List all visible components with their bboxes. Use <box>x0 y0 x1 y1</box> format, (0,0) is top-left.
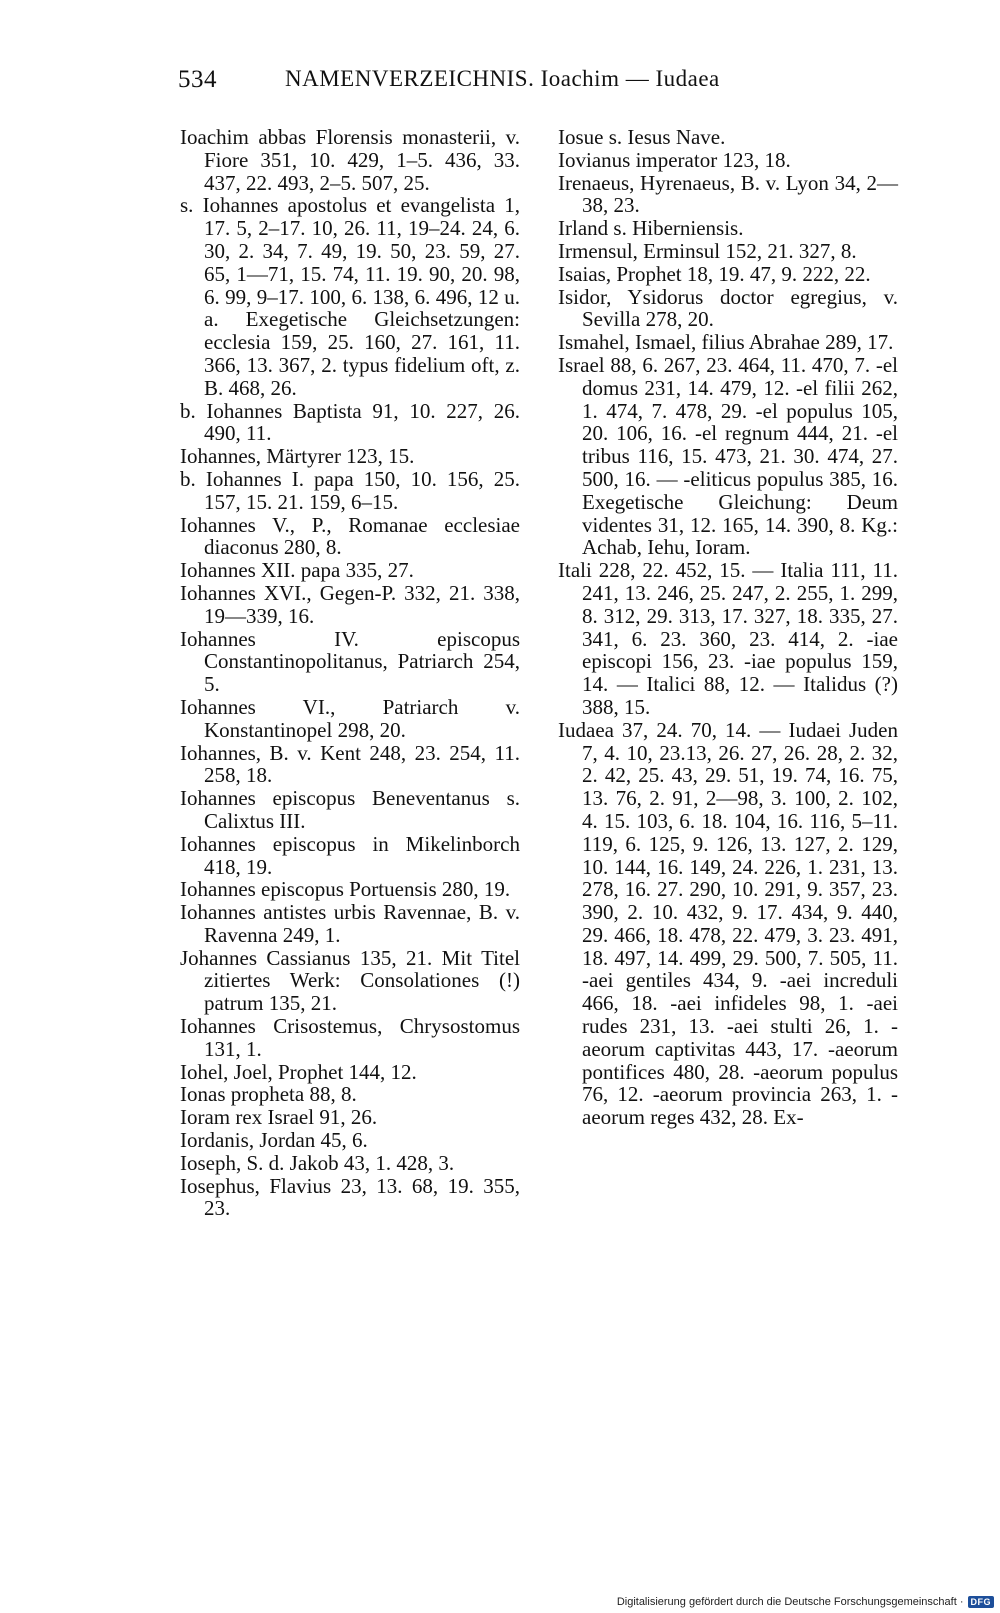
index-entry: Ionas propheta 88, 8. <box>180 1082 357 1107</box>
index-entry: Ismahel, Ismael, filius Abrahae 289, 17. <box>558 330 894 355</box>
index-entry: Iosue s. Iesus Nave. <box>558 125 726 149</box>
index-entry: Irmensul, Erminsul 152, 21. 327, 8. <box>558 238 857 263</box>
index-entry: Isidor, Ysidorus doctor egregius, v. Sevilla 278, 20. <box>558 284 898 332</box>
index-entry: Itali 228, 22. 452, 15. — Italia 111, 11. 241, 13. 246, 25. 247, 2. 255, 1. 299, 8. 312, 29. 313, 17. 327, 18. 335, 27. 341, 6. 23. 360, 23. 414, 2. -iae episcopi 156, 23. -iae populus 159, 14. — Italici 88, 12. — Italidus (?) 388, 15. <box>558 558 898 719</box>
index-entry: Iohannes XVI., Gegen-P. 332, 21. 338, 19—339, 16. <box>180 580 520 628</box>
page-header <box>178 66 798 102</box>
index-entry: Iohannes XII. papa 335, 27. <box>180 558 414 583</box>
index-entry: Israel 88, 6. 267, 23. 464, 11. 470, 7. -el domus 231, 14. 479, 12. -el filii 262, 1. 474, 7. 478, 29. -el populus 105, 20. 106, 16. -el regnum 444, 21. -el tribus 116, 15. 473, 21. 30. 474, 27. 500, 16. — -eliticus populus 385, 16. Exegetische Gleichung: Deum videntes 31, 12. 165, 14. 390, 8. Kg.: Achab, Iehu, Ioram. <box>558 352 898 560</box>
index-entry: Iohannes VI., Patriarch v. Konstantinopel 298, 20. <box>180 694 520 742</box>
running-title: NAMENVERZEICHNIS. Ioachim — Iudaea <box>285 66 720 91</box>
index-entry: Johannes Cassianus 135, 21. Mit Titel zitiertes Werk: Consolationes (!) patrum 135, 21. <box>180 945 520 1016</box>
index-entry: Iohannes, B. v. Kent 248, 23. 254, 11. 258, 18. <box>180 740 520 788</box>
index-entry: Isaias, Prophet 18, 19. 47, 9. 222, 22. <box>558 261 871 286</box>
index-entry: b. Iohannes Baptista 91, 10. 227, 26. 490, 11. <box>180 398 520 446</box>
index-entry: Iohannes V., P., Romanae ecclesiae diaconus 280, 8. <box>180 512 520 560</box>
index-entry: Iohannes episcopus Portuensis 280, 19. <box>180 877 511 902</box>
index-entry: Iohel, Joel, Prophet 144, 12. <box>180 1059 417 1084</box>
index-entry: Iohannes, Märtyrer 123, 15. <box>180 444 415 469</box>
index-entry: Ioseph, S. d. Jakob 43, 1. 428, 3. <box>180 1150 455 1175</box>
digitization-footer <box>617 1594 994 1610</box>
footer-credit: Digitalisierung gefördert durch die Deutsche Forschungsgemeinschaft · <box>616 1596 964 1608</box>
page-number: 534 <box>178 66 217 93</box>
index-entry: Iordanis, Jordan 45, 6. <box>180 1128 368 1153</box>
index-entry: Iohannes antistes urbis Ravennae, B. v. Ravenna 249, 1. <box>180 900 520 947</box>
index-entry: s. Iohannes apostolus et evangelista 1, 17. 5, 2–17. 10, 26. 11, 19–24. 24, 6. 30, 2. 34, 7. 49, 19. 50, 23. 59, 27. 65, 1—71, 15. 74, 11. 19. 90, 20. 98, 6. 99, 9–17. 100, 6. 138, 6. 496, 12 u. a. Exegetische Gleichsetzungen: ecclesia 159, 25. 160, 27. 161, 11. 366, 13. 367, 2. typus fidelium oft, z. B. 468, 26. <box>180 193 520 400</box>
index-entry: Ioram rex Israel 91, 26. <box>180 1105 378 1130</box>
index-entry: Irenaeus, Hyrenaeus, B. v. Lyon 34, 2—38, 23. <box>558 170 898 218</box>
index-entry: Iohannes episcopus in Mikelinborch 418, 19. <box>180 831 520 879</box>
index-entry: Ioachim abbas Florensis monasterii, v. Fiore 351, 10. 429, 1–5. 436, 33. 437, 22. 493, 2–5. 507, 25. <box>180 125 520 195</box>
index-entry: Irland s. Hiberniensis. <box>558 216 744 241</box>
index-entry: Iohannes episcopus Beneventanus s. Calixtus III. <box>180 786 520 833</box>
index-entry: Iosephus, Flavius 23, 13. 68, 19. 355, 23. <box>180 1173 520 1221</box>
dfg-logo: DFG <box>968 1596 995 1608</box>
index-column-left <box>180 126 520 1220</box>
index-entry: Iohannes Crisostemus, Chrysostomus 131, 1. <box>180 1014 520 1061</box>
index-entry: Iudaea 37, 24. 70, 14. — Iudaei Juden 7, 4. 10, 23.13, 26. 27, 26. 28, 2. 32, 2. 42, 25. 43, 29. 51, 19. 74, 16. 75, 13. 76, 2. 91, 2—98, 3. 100, 2. 102, 4. 15. 103, 6. 18. 104, 16. 116, 5–11. 119, 6. 125, 9. 126, 13. 127, 2. 129, 10. 144, 16. 149, 24. 226, 1. 231, 13. 278, 16. 27. 290, 10. 291, 9. 357, 23. 390, 2. 10. 432, 9. 17. 434, 9. 440, 29. 466, 18. 478, 22. 479, 3. 23. 491, 18. 497, 14. 499, 29. 500, 7. 505, 11. -aei gentiles 434, 9. -aei increduli 466, 18. -aei infideles 98, 1. -aei rudes 231, 13. -aei stulti 26, 1. -aeorum captivitas 443, 17. -aeorum pontifices 480, 28. -aeorum populus 76, 12. -aeorum provincia 263, 1. -aeorum reges 432, 28. Ex- <box>558 717 898 1130</box>
index-entry: Iohannes IV. episcopus Constantinopolitanus, Patriarch 254, 5. <box>180 626 520 697</box>
index-entry: Iovianus imperator 123, 18. <box>558 147 791 172</box>
index-entry: b. Iohannes I. papa 150, 10. 156, 25. 157, 15. 21. 159, 6–15. <box>180 466 520 514</box>
index-column-right <box>558 126 898 1129</box>
